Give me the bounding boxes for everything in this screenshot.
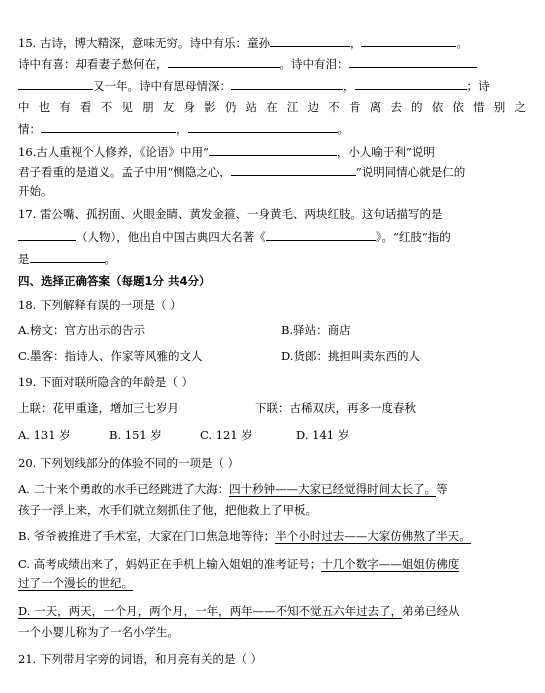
- q18-option-c[interactable]: C.墨客：指诗人、作家等风雅的文人: [18, 349, 203, 363]
- q16-line2: 君子看重的是道义。孟子中用“恻隐之心， ”说明同情心就是仁的: [18, 165, 466, 179]
- answer-blank[interactable]: [231, 163, 356, 176]
- couplet-upper: 上联：花甲重逢，增加三七岁月: [18, 401, 179, 415]
- q15-line5: 情： ， 。: [18, 122, 349, 136]
- answer-blank[interactable]: [361, 34, 456, 47]
- q16-line3: 开始。: [18, 184, 53, 198]
- answer-blank[interactable]: [188, 120, 338, 133]
- q15-line4: 中也有看不见朋友身影仍站在江边不肯离去的依依惜别之: [18, 100, 526, 114]
- q18-option-d[interactable]: D.货郎：挑担叫卖东西的人: [281, 349, 420, 363]
- q20-option-d-line2: 一个小婴儿称为了一名小学生。: [18, 625, 179, 639]
- q21-stem: 21. 下列带月字旁的词语，和月亮有关的是（ ）: [18, 652, 263, 666]
- underlined-phrase: 十几个数字——姐姐仿佛度: [321, 557, 460, 571]
- answer-blank[interactable]: [30, 250, 105, 263]
- answer-blank[interactable]: [355, 77, 467, 90]
- q18-option-a[interactable]: A.榜文：官方出示的告示: [18, 323, 145, 337]
- answer-blank[interactable]: [266, 228, 376, 241]
- couplet-lower: 下联：古稀双庆，再多一度春秋: [255, 401, 416, 415]
- q18-stem: 18. 下列解释有误的一项是（ ）: [18, 298, 182, 312]
- q20-option-d-line1[interactable]: D. 一天，两天，一个月，两个月，一年，两年——不知不觉五六年过去了，弟弟已经从: [18, 604, 460, 618]
- answer-blank[interactable]: [270, 34, 350, 47]
- q20-option-a-line2: 孩子一浮上来，水手们就立刻抓住了他，把他救上了甲板。: [18, 503, 317, 517]
- underlined-phrase: 过了一个漫长的世纪。: [18, 576, 133, 590]
- q20-option-a-line1[interactable]: A. 二十来个勇敢的水手已经跳进了大海：四十秒钟——大家已经觉得时间太长了。等: [18, 482, 448, 496]
- q19-option-a[interactable]: A. 131 岁: [18, 428, 71, 442]
- underlined-phrase: 四十秒钟——大家已经觉得时间太长了。: [229, 482, 437, 496]
- q19-option-c[interactable]: C. 121 岁: [200, 428, 253, 442]
- q18-option-b[interactable]: B.驿站：商店: [281, 323, 351, 337]
- answer-blank[interactable]: [41, 120, 176, 133]
- q19-option-b[interactable]: B. 151 岁: [109, 428, 162, 442]
- q19-stem: 19. 下面对联所隐含的年龄是（ ）: [18, 375, 194, 389]
- underlined-phrase: 半个小时过去——大家仿佛熬了半天。: [275, 529, 471, 543]
- answer-blank[interactable]: [18, 228, 76, 241]
- q17-line3: 是 。: [18, 252, 116, 266]
- q19-option-d[interactable]: D. 141 岁: [296, 428, 350, 442]
- q15-line1: 15. 古诗，博大精深，意味无穷。诗中有乐：童孙 ， 。: [18, 36, 468, 50]
- q20-stem: 20. 下列划线部分的体验不同的一项是（ ）: [18, 456, 240, 470]
- answer-blank[interactable]: [209, 143, 337, 156]
- q20-option-c-line1[interactable]: C. 高考成绩出来了，妈妈正在手机上输入姐姐的准考证号；十几个数字——姐姐仿佛度: [18, 557, 460, 571]
- q17-line1: 17. 雷公嘴、孤拐面、火眼金睛、黄发金箍、一身黄毛、两块红肢。这句话描写的是: [18, 207, 443, 221]
- answer-blank[interactable]: [231, 77, 343, 90]
- q16-line1: 16.古人重视个人修养，《论语》中用“ ，小人喻于利”说明: [18, 145, 435, 159]
- answer-blank[interactable]: [168, 55, 280, 68]
- q17-line2: （人物），他出自中国古典四大名著《 》。“红肢”指的: [18, 228, 451, 245]
- q15-line2: 诗中有喜：却看妻子愁何在， 。诗中有泪：: [18, 55, 477, 72]
- answer-blank[interactable]: [349, 55, 477, 68]
- q15-line3: 又一年。诗中有思母情深： ， ；诗: [18, 77, 490, 94]
- section-heading: 四、选择正确答案（每题1分 共4分）: [18, 274, 211, 288]
- answer-blank[interactable]: [18, 77, 93, 90]
- q20-option-c-line2: [18, 575, 133, 591]
- q20-option-b[interactable]: B. 爷爷被推进了手术室，大家在门口焦急地等待；半个小时过去——大家仿佛熬了半天。: [18, 529, 471, 543]
- underlined-phrase: D. 一天，两天，一个月，两个月，一年，两年——不知不觉五六年过去了，: [18, 604, 403, 618]
